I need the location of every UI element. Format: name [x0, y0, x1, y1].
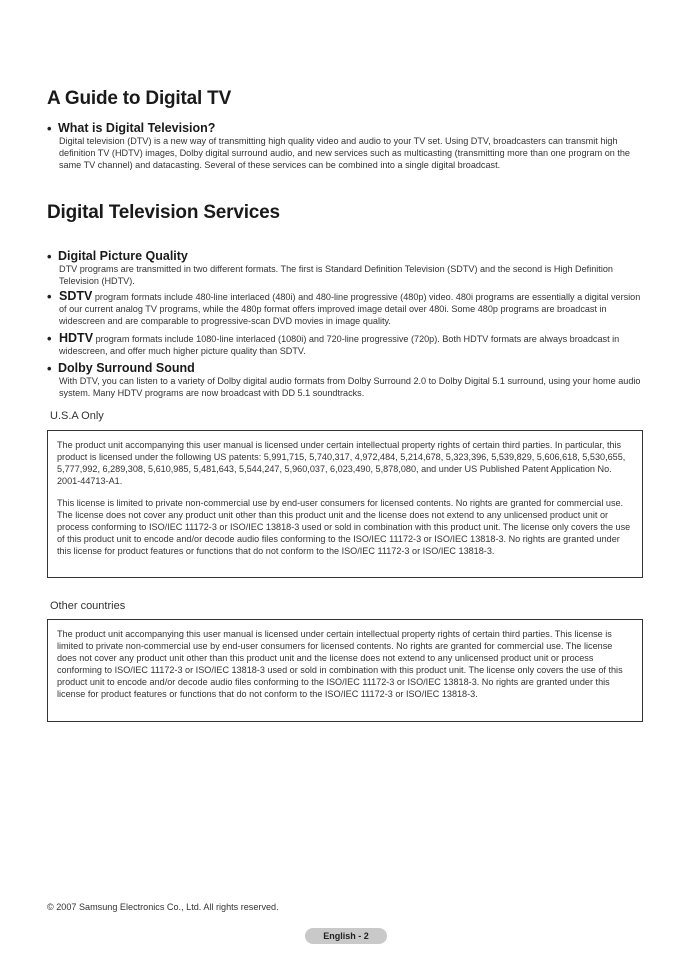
bullet-heading: Dolby Surround Sound	[58, 361, 195, 375]
other-license-box	[47, 619, 643, 722]
bullet-lead: HDTV	[59, 331, 94, 345]
bullet-text: With DTV, you can listen to a variety of Dolby digital audio formats from Dolby Surround 2.0 to Dolby Digital 5.1 surround, using your home audio system. Many HDTV programs are now broadcast with DD 5.1 soundtracks.	[59, 376, 641, 398]
bullet-dot: •	[47, 121, 52, 136]
bullet-lead: SDTV	[59, 289, 93, 303]
bullet-text	[59, 332, 645, 357]
other-label: Other countries	[50, 600, 126, 612]
bullet-text	[59, 290, 645, 327]
bullet-dot: •	[47, 289, 52, 304]
guide-title: A Guide to Digital TV	[47, 88, 232, 109]
bullet-body: program formats include 480-line interlaced (480i) and 480-line progressive (480p) video. 480i programs are essentially a digital version of our current analog TV programs, while the 480p format offers improved image detail over 480i. Some 480p programs are broadcast in widescreen and are comparable to progressive-scan DVD movies in image quality.	[59, 292, 641, 326]
bullet-text: Digital television (DTV) is a new way of transmitting high quality video and audio to your TV set. Using DTV, broadcasters can transmit high definition TV (HDTV) images, Dolby digital surround audio, and new services such as multicasting (transmitting more than one program on the same TV channel) and datacasting. Several of these services can be combined into a single digital broadcast.	[59, 136, 630, 170]
services-title: Digital Television Services	[47, 202, 280, 223]
copyright: © 2007 Samsung Electronics Co., Ltd. All rights reserved.	[47, 902, 279, 912]
other-license-paragraph: The product unit accompanying this user manual is licensed under certain intellectual property rights of certain third parties. This license is limited to private non-commercial use by end-user consumers for licensed contents. No rights are granted for commercial use. The license does not cover any product unit other than this product unit and the license does not extend to any unlicensed product unit or process conforming to ISO/IEC 11172-3 or ISO/IEC 13818-3 used or sold in combination with this product unit. The license only covers the use of this product unit to encode and/or decode audio files conforming to the ISO/IEC 11172-3 or ISO/IEC 13818-3. No rights are granted under this license for product features or functions that do not conform to the ISO/IEC 11172-3 or ISO/IEC 13818-3.	[57, 629, 623, 699]
bullet-dot: •	[47, 331, 52, 346]
bullet-dot: •	[47, 249, 52, 264]
bullet-body: program formats include 1080-line interlaced (1080i) and 720-line progressive (720p). Both HDTV formats are always broadcast in widescreen, and offer much higher picture quality than SDTV.	[59, 334, 620, 356]
usa-license-paragraph: The product unit accompanying this user manual is licensed under certain intellectual property rights of certain third parties. In particular, this product is licensed under the following US patents: 5,991,715, 5,740,317, 4,972,484, 5,214,678, 5,323,396, 5,539,829, 5,606,618, 5,530,655, 5,777,992, 6,289,308, 5,610,985, 5,481,643, 5,544,247, 5,960,037, 6,023,490, 5,878,080, and under US Published Patent Application No. 2001-44713-A1.	[57, 440, 626, 486]
bullet-dot: •	[47, 361, 52, 376]
usa-label: U.S.A Only	[50, 410, 104, 422]
bullet-text: DTV programs are transmitted in two different formats. The first is Standard Definition Television (SDTV) and the second is High Definition Television (HDTV).	[59, 264, 613, 286]
bullet-heading: Digital Picture Quality	[58, 249, 188, 263]
usa-license-box	[47, 430, 643, 578]
bullet-heading: What is Digital Television?	[58, 121, 216, 135]
usa-license-paragraph: This license is limited to private non-commercial use by end-user consumers for licensed contents. No rights are granted for commercial use. The license does not cover any product unit other than this product unit and the license does not extend to any unlicensed product unit or process conforming to ISO/IEC 11172-3 or ISO/IEC 13818-3 used or sold in combination with this product unit. The license only covers the use of this product unit to encode and/or decode audio files conforming to the ISO/IEC 11172-3 or ISO/IEC 13818-3. No rights are granted under this license for product features or functions that do not conform to the ISO/IEC 11172-3 or ISO/IEC 13818-3.	[57, 498, 631, 556]
page-number-badge: English - 2	[305, 928, 387, 944]
